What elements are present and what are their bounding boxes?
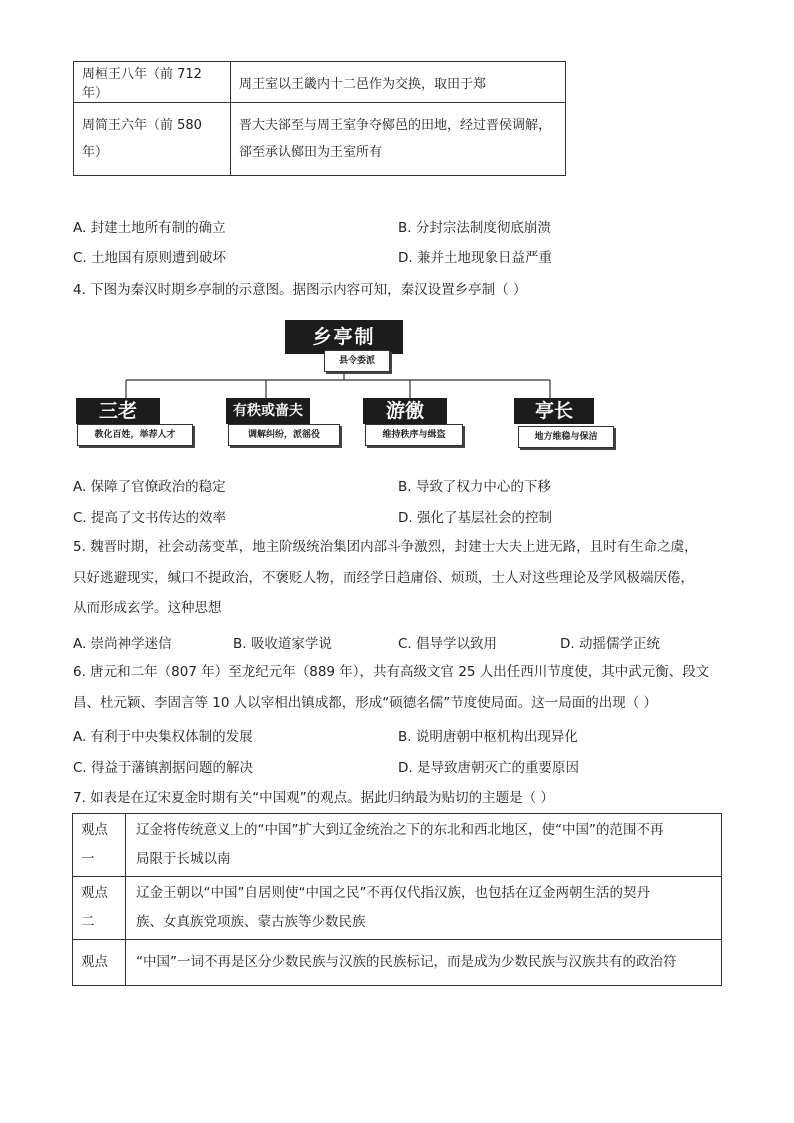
cell-line: 族、女真族党项族、蒙古族等少数民族: [136, 914, 366, 930]
node-youzhi: 有秩或啬夫: [226, 398, 310, 424]
q3-option-d: D. 兼并土地现象日益严重: [398, 250, 552, 266]
q5-option-d: D. 动摇儒学正统: [560, 636, 660, 652]
table-row: [73, 940, 722, 986]
table-row: [73, 814, 722, 877]
cell-line: 局限于长城以南: [136, 851, 231, 867]
q4-option-d: D. 强化了基层社会的控制: [398, 510, 552, 526]
node-tingzhang-desc: 地方维稳与保洁: [518, 426, 614, 448]
q7-stem: 7. 如表是在辽宋夏金时期有关“中国观”的观点。据此归纳最为贴切的主题是（ ）: [73, 790, 554, 806]
row-header-line: 二: [81, 914, 95, 930]
diagram-title: 乡亭制: [285, 320, 403, 354]
q3-option-a: A. 封建土地所有制的确立: [73, 220, 226, 236]
q5-line: 从而形成玄学。这种思想: [73, 600, 222, 616]
table-cell: 周桓王八年（前 712 年）: [74, 62, 231, 103]
cell-line: 辽金将传统意义上的“中国”扩大到辽金统治之下的东北和西北地区，使“中国”的范围不再: [136, 822, 664, 838]
table-row: [74, 103, 566, 176]
row-header: [73, 940, 126, 986]
cell-line: 辽金王朝以“中国”自居则使“中国之民”不再仅代指汉族，也包括在辽金两朝生活的契丹: [136, 885, 650, 901]
table-cell: [126, 814, 722, 877]
q5-line: 只好逃避现实，缄口不提政治，不褒贬人物，而经学日趋庸俗、烦琐，士人对这些理论及学风极端厌倦，: [73, 569, 694, 586]
q5-option-b: B. 吸收道家学说: [233, 636, 332, 652]
node-youzhi-desc: 调解纠纷，派徭役: [228, 424, 340, 446]
xiangting-diagram: [76, 318, 636, 454]
node-youjiao-desc: 维持秩序与缉盗: [365, 424, 463, 446]
table-row: [73, 877, 722, 940]
land-table: [73, 61, 566, 176]
row-header: [73, 877, 126, 940]
q6-option-c: C. 得益于藩镇割据问题的解决: [73, 760, 254, 776]
q4-option-a: A. 保障了官僚政治的稳定: [73, 479, 226, 495]
cell-line: 郤至承认鄇田为王室所有: [239, 145, 383, 160]
q3-option-b: B. 分封宗法制度彻底崩溃: [398, 220, 551, 236]
row-header-line: 一: [81, 851, 95, 867]
q5-option-c: C. 倡导学以致用: [398, 636, 498, 652]
q5-line: 5. 魏晋时期，社会动荡变革，地主阶级统治集团内部斗争激烈，封建士大夫上进无路，且时有生命之虞，: [73, 539, 698, 555]
q5-stem: [73, 532, 723, 624]
q6-stem: [73, 657, 723, 718]
table-cell: [126, 940, 722, 986]
q4-stem: 4. 下图为秦汉时期乡亭制的示意图。据图示内容可知，秦汉设置乡亭制（ ）: [73, 282, 527, 298]
q6-option-d: D. 是导致唐朝灭亡的重要原因: [398, 760, 579, 776]
q4-option-b: B. 导致了权力中心的下移: [398, 479, 551, 495]
q4-option-c: C. 提高了文书传达的效率: [73, 510, 227, 526]
row-header-line: 观点: [81, 822, 108, 838]
row-header-line: 观点: [81, 954, 108, 970]
q6-option-a: A. 有利于中央集权体制的发展: [73, 729, 253, 745]
q6-option-b: B. 说明唐朝中枢机构出现异化: [398, 729, 578, 745]
q6-line: 6. 唐元和二年（807 年）至龙纪元年（889 年），共有高级文官 25 人出任西川节度使，其中武元衡、段文: [73, 664, 710, 680]
row-header-line: 观点: [81, 885, 108, 901]
node-sanlao-desc: 教化百姓，举荐人才: [77, 424, 193, 446]
table-cell: 周王室以王畿内十二邑作为交换，取田于郑: [231, 62, 566, 103]
q6-line: 昌、杜元颖、李固言等 10 人以宰相出镇成都，形成“硕德名儒”节度使局面。这一局面的出现（ ）: [73, 694, 658, 711]
table-cell: [126, 877, 722, 940]
cell-line: 晋大夫郤至与周王室争夺鄇邑的田地，经过晋侯调解，: [239, 118, 552, 133]
table-cell: [231, 103, 566, 176]
cell-line: “中国”一词不再是区分少数民族与汉族的民族标记，而是成为少数民族与汉族共有的政治符: [136, 954, 677, 970]
node-youjiao: 游徼: [363, 398, 447, 424]
viewpoint-table: [72, 813, 722, 986]
q3-option-c: C. 土地国有原则遭到破坏: [73, 250, 227, 266]
table-cell: 周简王六年（前 580 年）: [74, 103, 231, 176]
node-sanlao: 三老: [76, 398, 160, 424]
q5-option-a: A. 崇尚神学迷信: [73, 636, 172, 652]
table-row: [74, 62, 566, 103]
diagram-subtitle: 县令委派: [324, 350, 390, 372]
node-tingzhang: 亭长: [514, 398, 594, 424]
row-header: [73, 814, 126, 877]
